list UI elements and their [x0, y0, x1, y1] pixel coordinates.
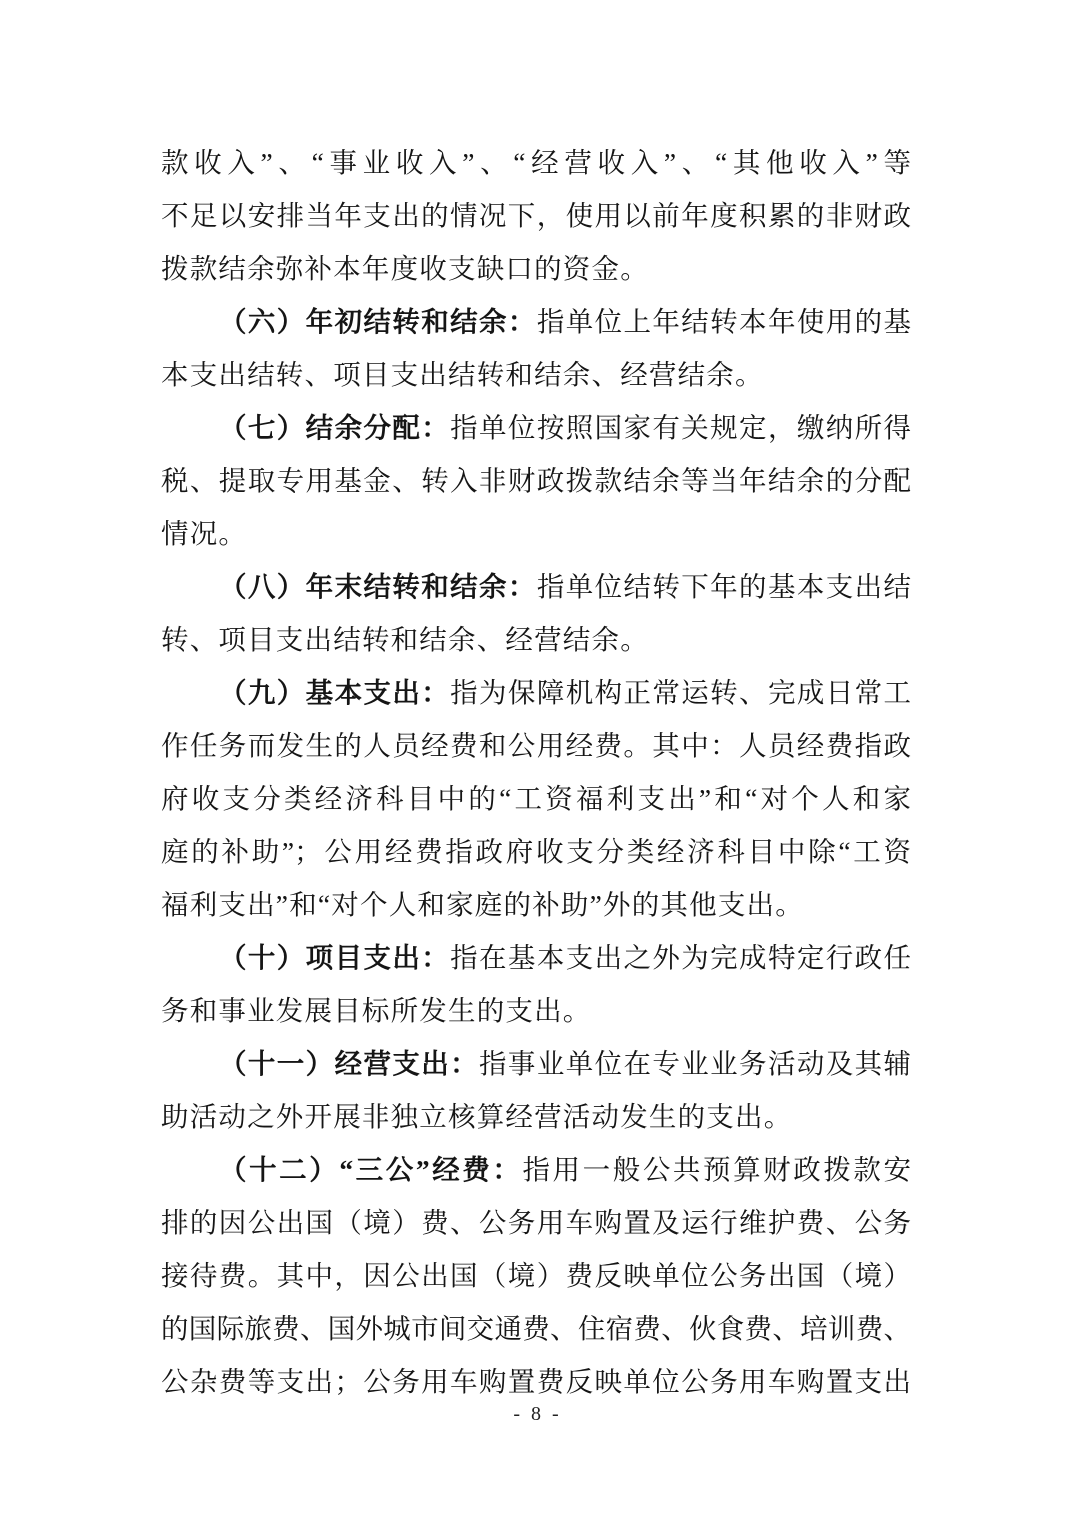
text-line: 不足以安排当年支出的情况下，使用以前年度积累的非财政 — [161, 200, 911, 231]
text-line: （十一）经营支出：指事业单位在专业业务活动及其辅 — [219, 1048, 912, 1079]
text-line: （十二）“三公”经费：指用一般公共预算财政拨款安 — [219, 1154, 912, 1185]
text-line: 庭的补助”；公用经费指政府收支分类经济科目中除“工资 — [161, 836, 911, 867]
page-number: - 8 - — [513, 1403, 562, 1425]
text-line: 本支出结转、项目支出结转和结余、经营结余。 — [161, 359, 764, 390]
text-line: 排的因公出国（境）费、公务用车购置及运行维护费、公务 — [161, 1207, 911, 1238]
term-label: （十一）经营支出： — [219, 1048, 480, 1079]
text-line: 公杂费等支出；公务用车购置费反映单位公务用车购置支出 — [161, 1366, 911, 1397]
text-line: 转、项目支出结转和结余、经营结余。 — [161, 624, 649, 655]
text-line: （六）年初结转和结余：指单位上年结转本年使用的基 — [219, 306, 912, 337]
text-line: 情况。 — [161, 518, 248, 549]
text-line: （十）项目支出：指在基本支出之外为完成特定行政任 — [219, 942, 912, 973]
text-line: （八）年末结转和结余：指单位结转下年的基本支出结 — [219, 571, 912, 602]
text-body — [161, 136, 911, 1408]
text-line: 福利支出”和“对个人和家庭的补助”外的其他支出。 — [161, 889, 804, 920]
term-label: （六）年初结转和结余： — [219, 306, 537, 337]
text-line: 接待费。其中，因公出国（境）费反映单位公务出国（境） — [161, 1260, 911, 1291]
text-line: 务和事业发展目标所发生的支出。 — [161, 995, 592, 1026]
term-label: （十二）“三公”经费： — [219, 1154, 523, 1185]
term-label: （十）项目支出： — [219, 942, 451, 973]
text-line: （七）结余分配：指单位按照国家有关规定，缴纳所得 — [219, 412, 912, 443]
text-line: 助活动之外开展非独立核算经营活动发生的支出。 — [161, 1101, 793, 1132]
term-label: （八）年末结转和结余： — [219, 571, 537, 602]
term-label: （七）结余分配： — [219, 412, 451, 443]
text-line: 府收支分类经济科目中的“工资福利支出”和“对个人和家 — [161, 783, 911, 814]
text-line: （九）基本支出：指为保障机构正常运转、完成日常工 — [219, 677, 912, 708]
text-line: 税、提取专用基金、转入非财政拨款结余等当年结余的分配 — [161, 465, 911, 496]
term-label: （九）基本支出： — [219, 677, 451, 708]
text-line: 拨款结余弥补本年度收支缺口的资金。 — [161, 253, 649, 284]
text-line: 作任务而发生的人员经费和公用经费。其中：人员经费指政 — [161, 730, 911, 761]
text-line: 款收入”、“事业收入”、“经营收入”、“其他收入”等 — [161, 147, 911, 178]
text-line: 的国际旅费、国外城市间交通费、住宿费、伙食费、培训费、 — [161, 1313, 911, 1344]
